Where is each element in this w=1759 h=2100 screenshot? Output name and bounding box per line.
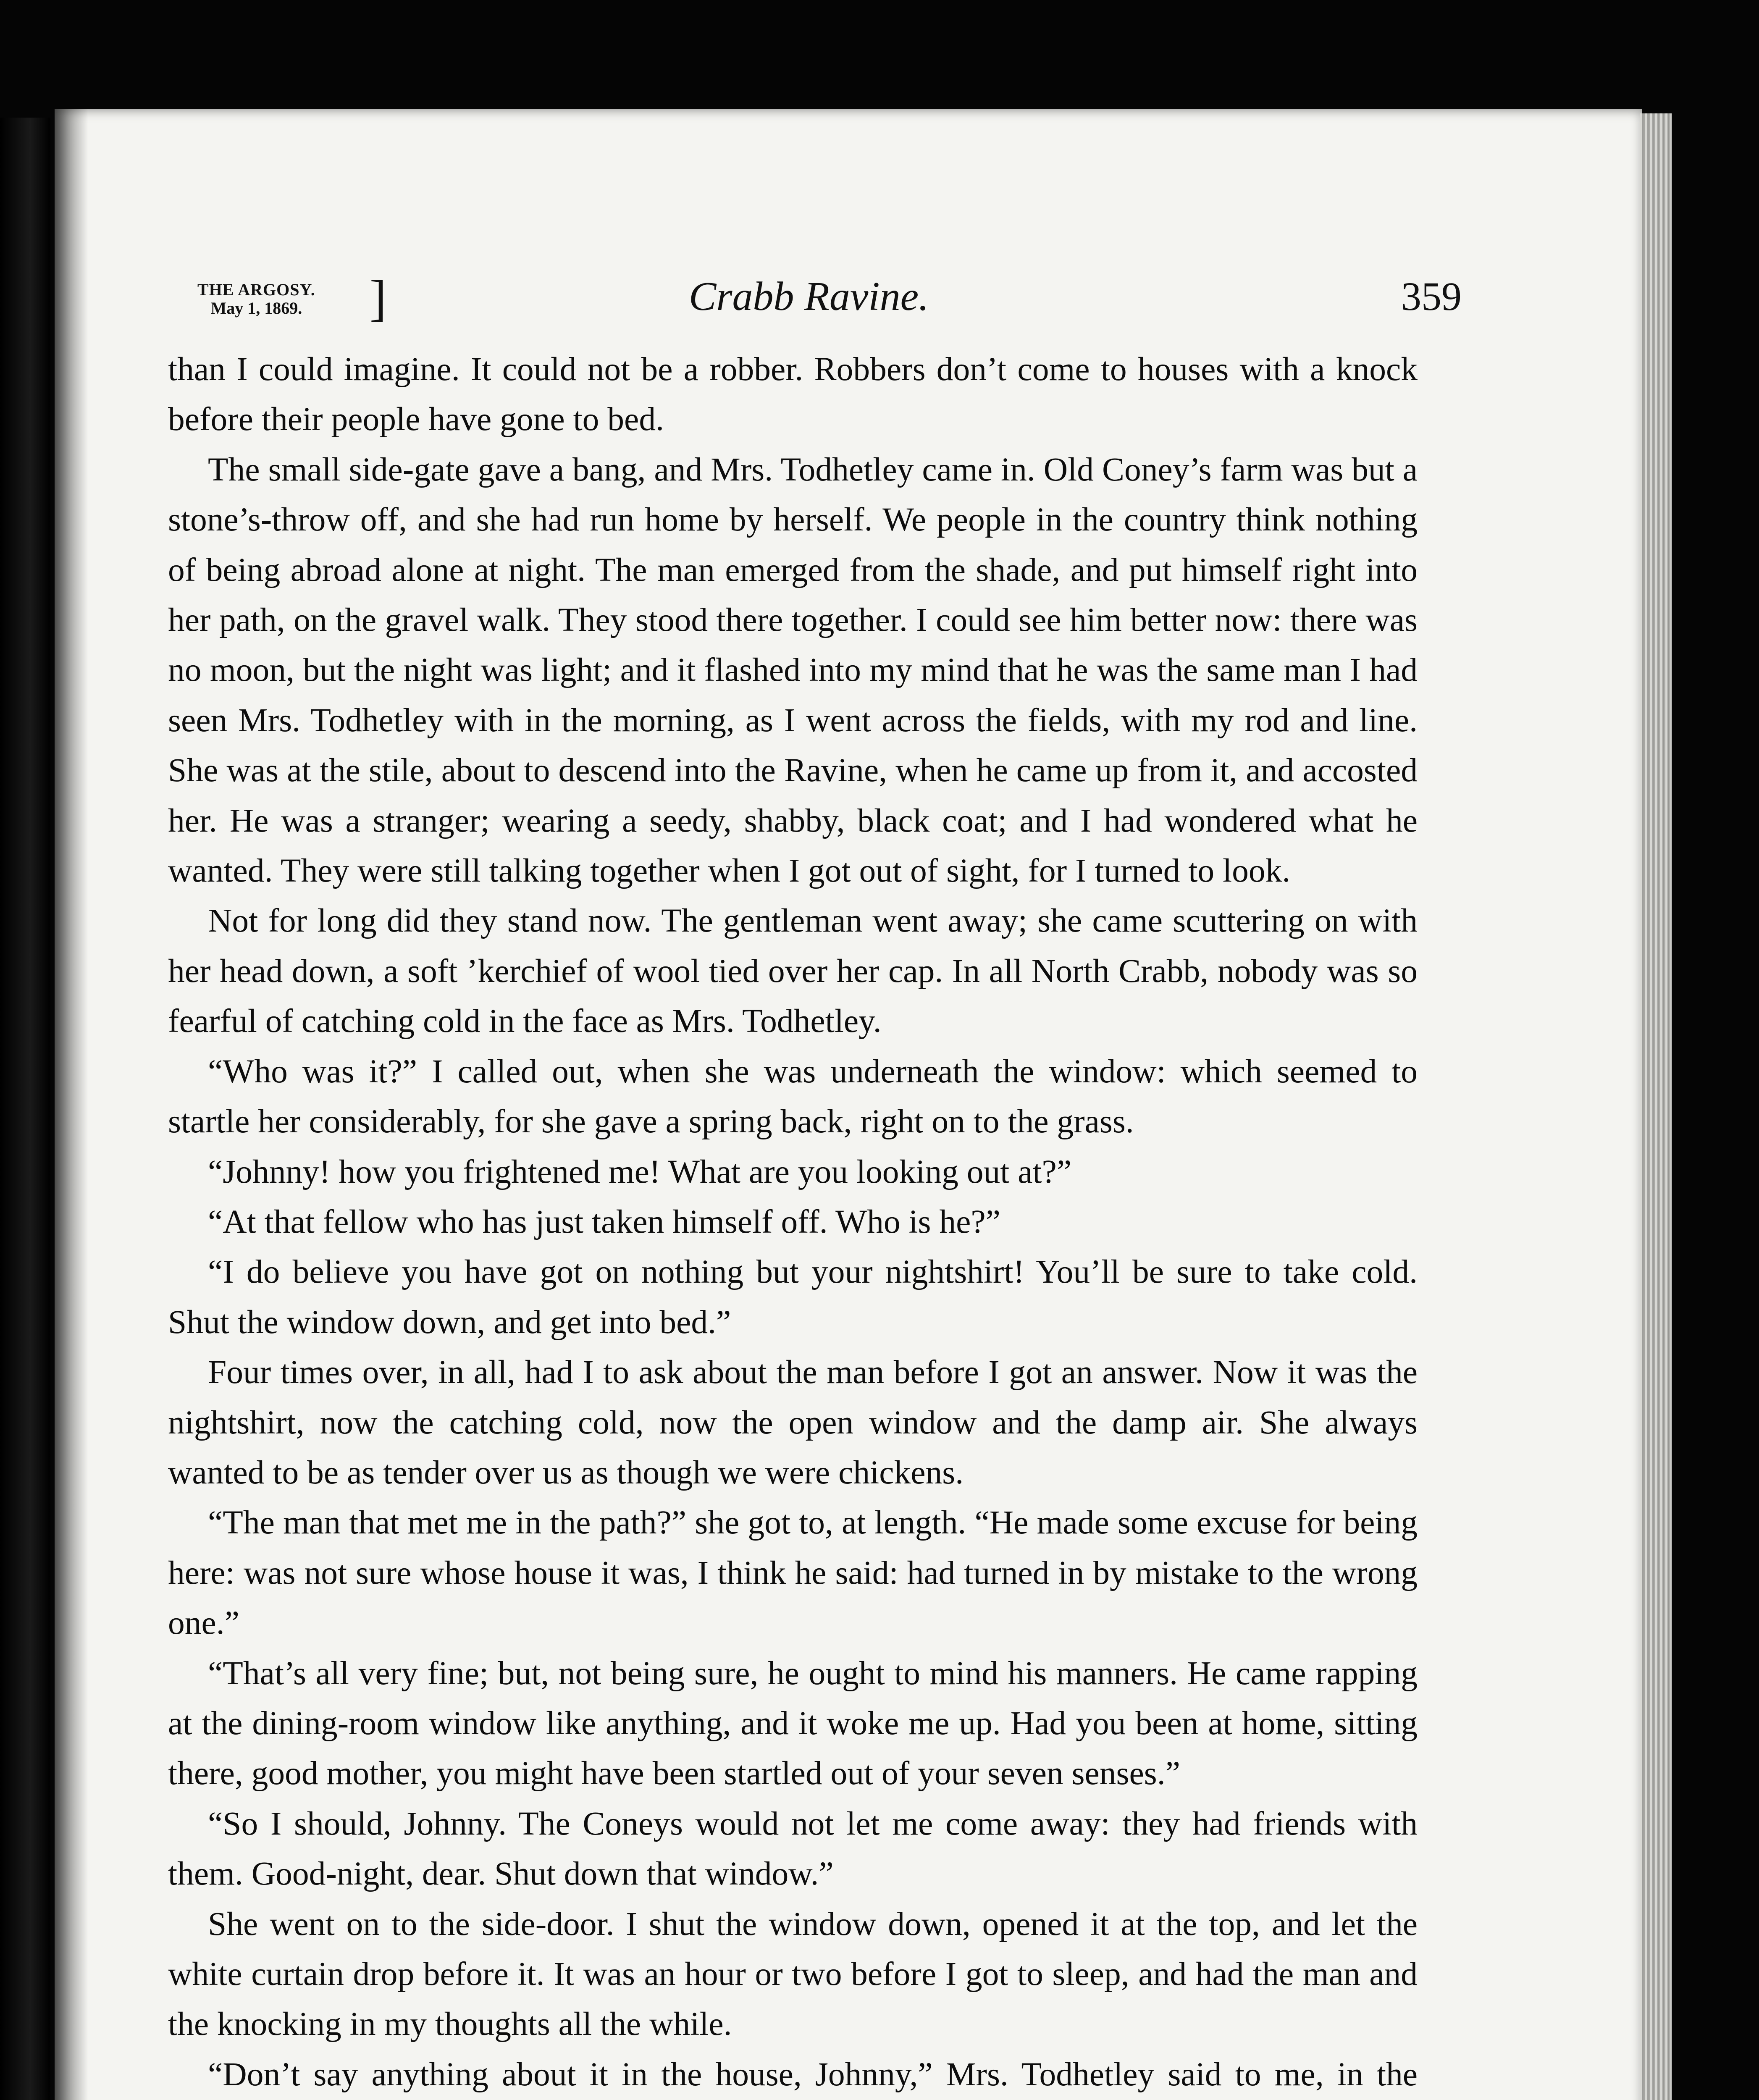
running-title: Crabb Ravine.: [689, 274, 929, 319]
paragraph: Four times over, in all, had I to ask about the man before I got an answer. Now it was the nightshirt, now the catching cold, now the open window and the damp air. She always wanted to be as tender over us as though we were chickens.: [168, 1354, 1418, 1491]
paragraph: The small side-gate gave a bang, and Mrs. Todhetley came in. Old Coney’s farm was but a stone’s-throw off, and she had run home by herself. We people in the country think nothing of being abroad alone at night. The man emerged from the shade, and put himself right into her path, on the gravel walk. They stood there together. I could see him better now: there was no moon, but the night was light; and it flashed into my mind that he was the same man I had seen Mrs. Todhetley with in the morning, as I went across the fields, with my rod and line. She was at the stile, about to descend into the Ravine, when he came up from it, and accosted her. He was a stranger; wearing a seedy, shabby, black coat; and I had wondered what he wanted. They were still talking together when I got out of sight, for I turned to look.: [168, 451, 1418, 890]
paragraph: “Johnny! how you frightened me! What are you looking out at?”: [208, 1153, 1072, 1190]
running-header: [197, 270, 1462, 340]
paragraph: “That’s all very fine; but, not being sure, he ought to mind his manners. He came rapping at the dining-room window like anything, and it woke me up. Had you been at home, sitting there, good mother, you might have been startled out of your seven senses.”: [168, 1654, 1418, 1792]
page-number: 359: [1401, 274, 1462, 319]
paragraph: “I do believe you have got on nothing but your nightshirt! You’ll be sure to take cold. Shut the window down, and get into bed.”: [168, 1253, 1418, 1341]
page-fore-edge: [1640, 113, 1672, 2100]
paragraph: “At that fellow who has just taken himself off. Who is he?”: [208, 1203, 1000, 1240]
running-source: [197, 281, 315, 318]
header-bracket: ]: [370, 270, 386, 326]
paragraph: “Who was it?” I called out, when she was underneath the window: which seemed to startle her considerably, for she gave a spring back, right on to the grass.: [168, 1053, 1418, 1140]
scanner-left-edge: [0, 118, 50, 2100]
source-publication: THE ARGOSY.: [197, 280, 315, 299]
body-text: [168, 344, 1418, 2100]
paragraph: “So I should, Johnny. The Coneys would not let me come away: they had friends with them. Good-night, dear. Shut down that window.”: [168, 1805, 1418, 1893]
paragraph: than I could imagine. It could not be a robber. Robbers don’t come to houses with a knock before their people have gone to bed.: [168, 351, 1418, 438]
paragraph: Not for long did they stand now. The gentleman went away; she came scuttering on with her head down, a soft ’kerchief of wool tied over her cap. In all North Crabb, nobody was so fearful of catching cold in the face as Mrs. Todhetley.: [168, 902, 1418, 1040]
paragraph: She went on to the side-door. I shut the window down, opened it at the top, and let the white curtain drop before it. It was an hour or two before I got to sleep, and had the man and the knocking in my thoughts all the while.: [168, 1905, 1418, 2043]
paragraph: “Don’t say anything about it in the house, Johnny,” Mrs. Todhetley said to me, in the: [208, 2055, 1418, 2093]
paragraph: “The man that met me in the path?” she got to, at length. “He made some excuse for being here: was not sure whose house it was, I think he said: had turned in by mistake to the wrong one.”: [168, 1504, 1418, 1642]
source-date: May 1, 1869.: [210, 299, 302, 318]
page-gutter-shadow: [55, 109, 88, 2100]
